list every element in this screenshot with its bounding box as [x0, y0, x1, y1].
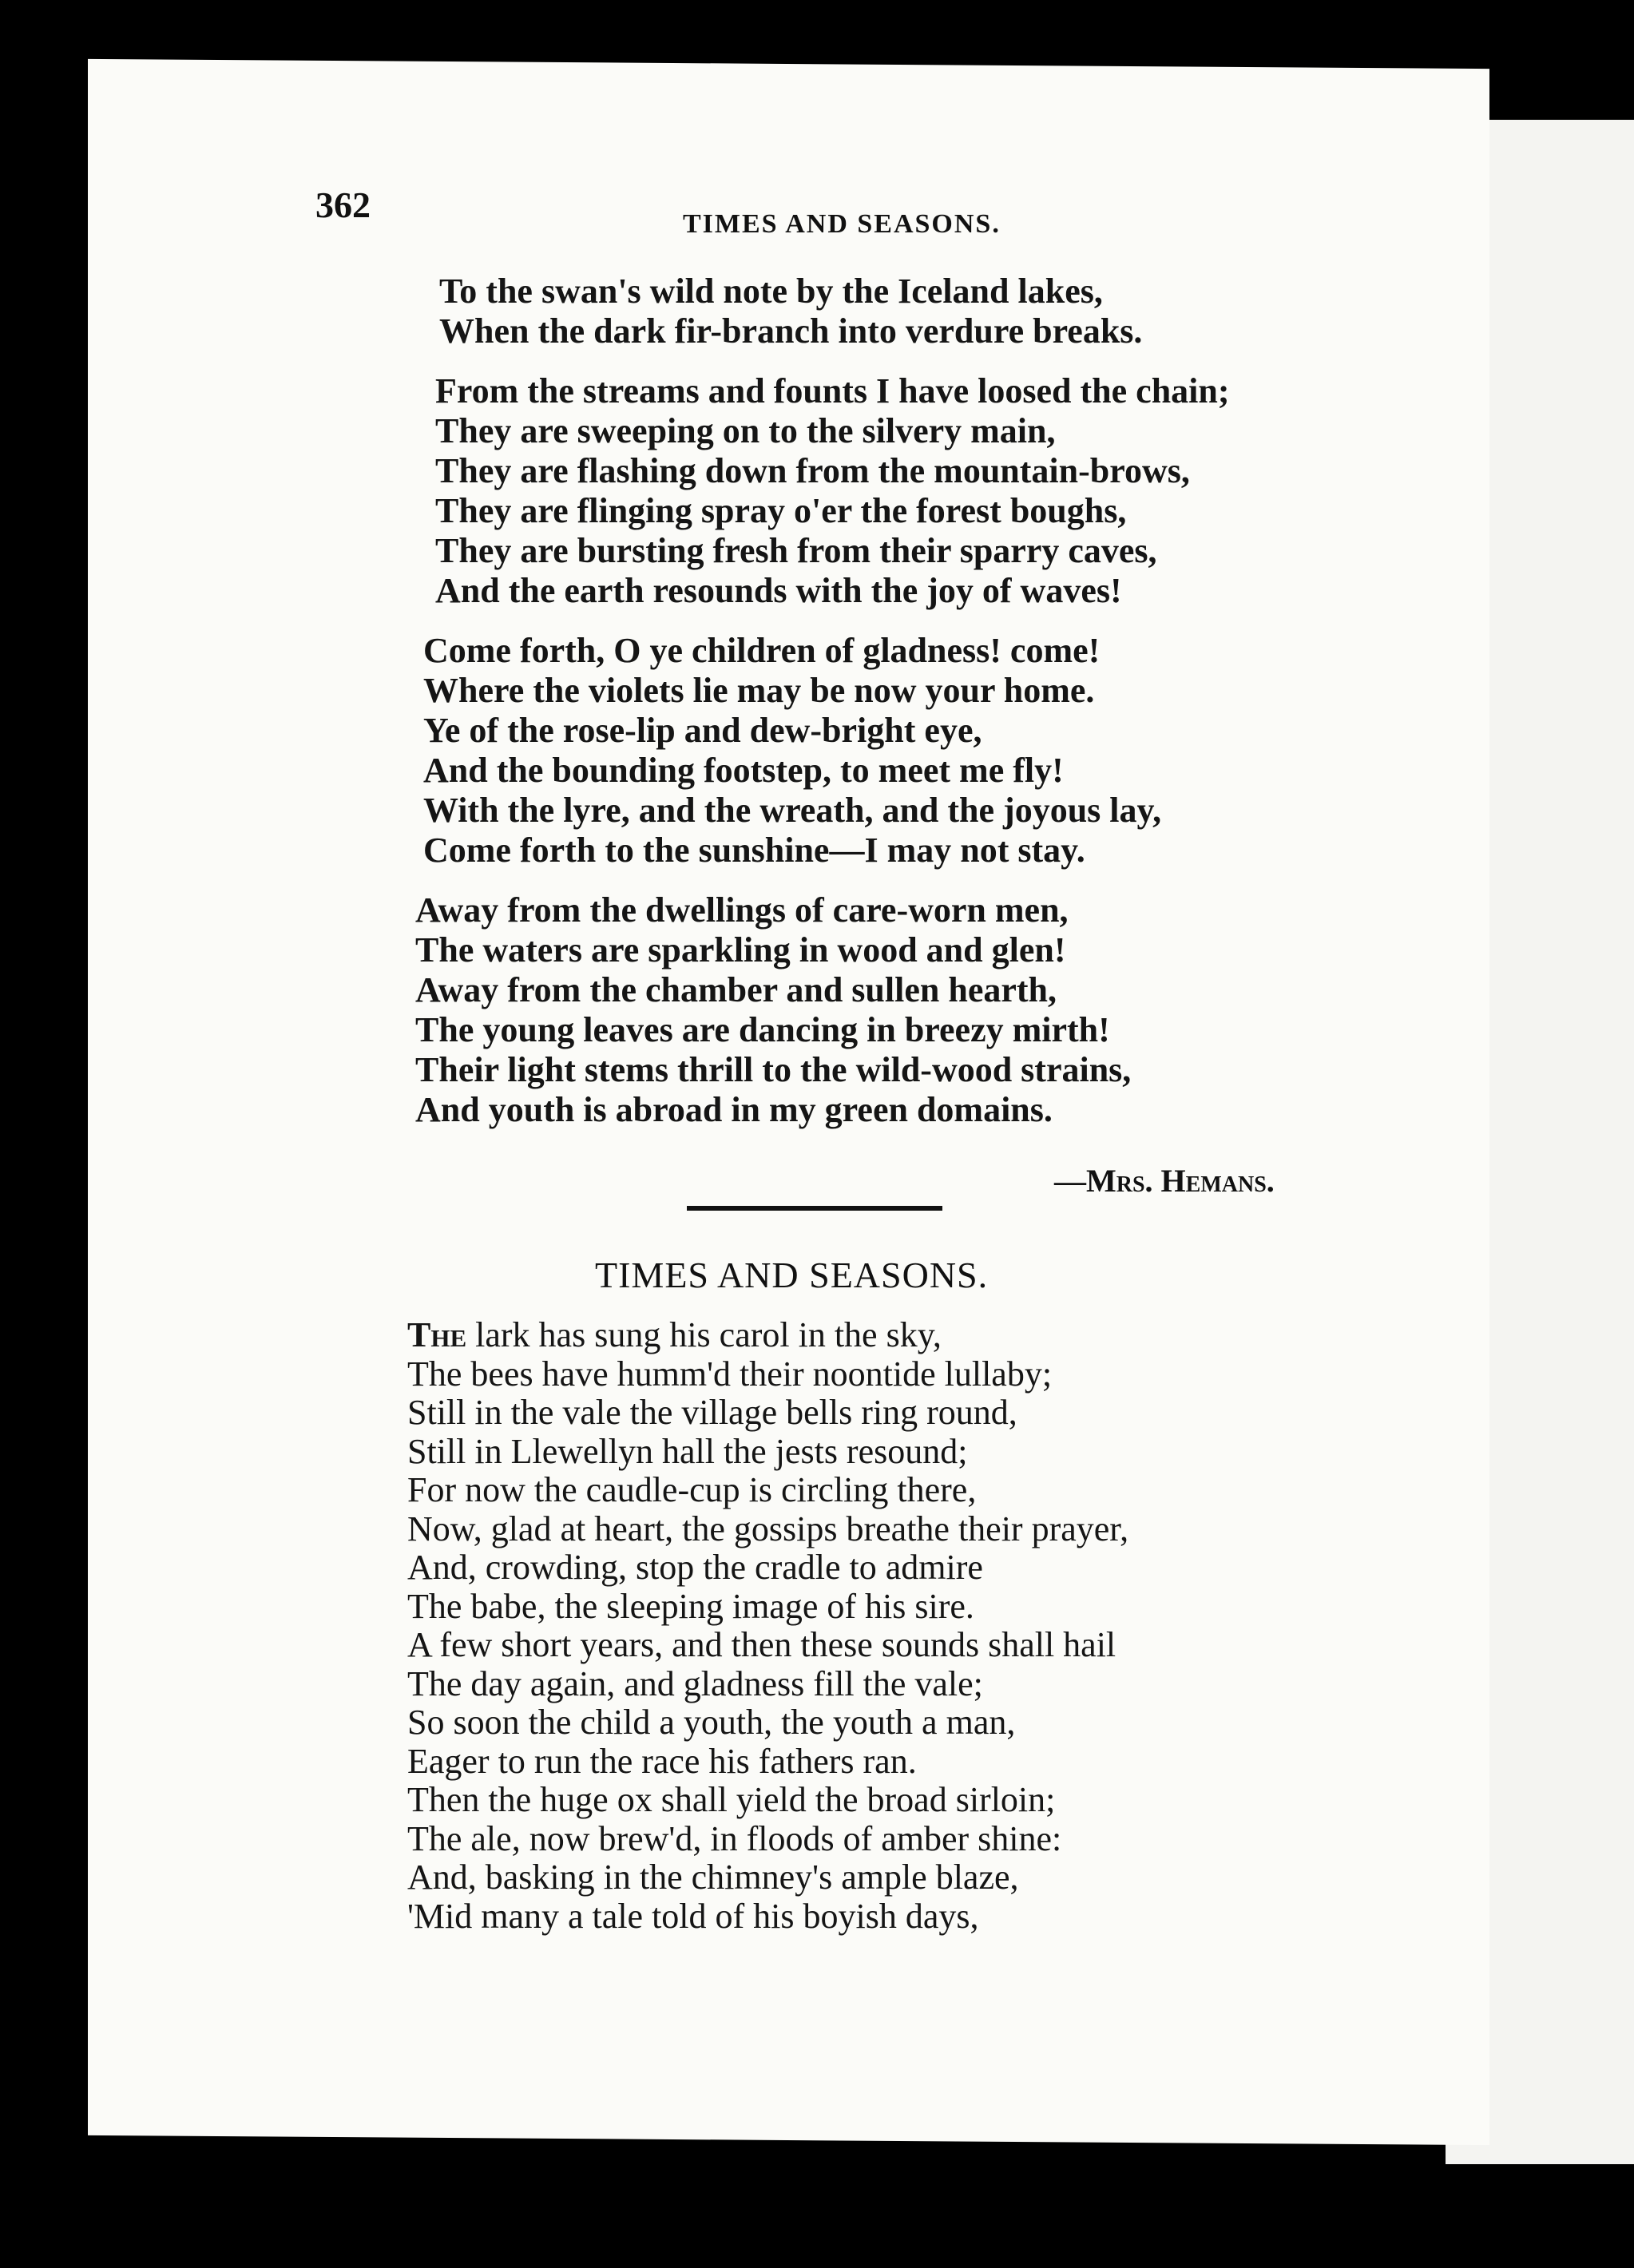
verse-line: A few short years, and then these sounds shall hail	[407, 1625, 1116, 1664]
verse-line: Their light stems thrill to the wild-wood strains,	[415, 1050, 1132, 1089]
verse-line: Away from the dwellings of care-worn men,	[415, 890, 1069, 930]
verse-line: With the lyre, and the wreath, and the joyous lay,	[423, 791, 1162, 830]
attribution-dash: —	[1054, 1163, 1086, 1199]
verse-line: Where the violets lie may be now your home.	[423, 671, 1095, 710]
stanza-1	[439, 272, 1142, 351]
verse-line	[407, 1316, 1128, 1355]
verse-line: The babe, the sleeping image of his sire.	[407, 1586, 974, 1626]
stanza-3	[423, 631, 1161, 870]
verse-line: Come forth to the sunshine—I may not stay.	[423, 831, 1085, 870]
verse-line: Still in Llewellyn hall the jests resound;	[407, 1431, 968, 1471]
section-divider	[687, 1206, 942, 1211]
verse-line: They are bursting fresh from their sparry caves,	[435, 531, 1157, 570]
verse-line: To the swan's wild note by the Iceland lakes,	[439, 272, 1103, 311]
verse-line: Eager to run the race his fathers ran.	[407, 1741, 917, 1781]
stanza-4	[415, 890, 1131, 1130]
page-number: 362	[315, 184, 371, 225]
verse-line: And the earth resounds with the joy of waves!	[435, 571, 1122, 610]
verse-line: Then the huge ox shall yield the broad sirloin;	[407, 1780, 1056, 1819]
verse-line: The ale, now brew'd, in floods of amber shine:	[407, 1818, 1062, 1858]
verse-line: They are flashing down from the mountain-brows,	[435, 451, 1190, 490]
verse-line: And the bounding footstep, to meet me fly!	[423, 751, 1064, 790]
verse-line: And youth is abroad in my green domains.	[415, 1090, 1053, 1129]
verse-line: The day again, and gladness fill the vale;	[407, 1663, 983, 1703]
verse-line: Away from the chamber and sullen hearth,	[415, 970, 1057, 1009]
verse-line: So soon the child a youth, the youth a man,	[407, 1703, 1016, 1742]
verse-line: The waters are sparkling in wood and glen!	[415, 930, 1066, 969]
drop-word: The	[407, 1315, 467, 1354]
poem-two-body	[407, 1316, 1128, 1936]
verse-line: Now, glad at heart, the gossips breathe their prayer,	[407, 1509, 1129, 1548]
verse-line: Still in the vale the village bells ring round,	[407, 1393, 1017, 1432]
verse-line: When the dark fir-branch into verdure breaks.	[439, 311, 1143, 351]
running-head: TIMES AND SEASONS.	[683, 209, 1001, 239]
verse-line: They are sweeping on to the silvery main,	[435, 411, 1056, 450]
attribution-author: Mrs. Hemans.	[1086, 1163, 1275, 1199]
verse-line: They are flinging spray o'er the forest boughs,	[435, 491, 1127, 530]
verse-line: For now the caudle-cup is circling there,	[407, 1470, 977, 1509]
verse-line: And, crowding, stop the cradle to admire	[407, 1548, 983, 1587]
verse-line: The bees have humm'd their noontide lullaby;	[407, 1354, 1053, 1394]
verse-line: Ye of the rose-lip and dew-bright eye,	[423, 711, 982, 750]
verse-line: 'Mid many a tale told of his boyish days,	[407, 1896, 979, 1936]
verse-line: From the streams and founts I have loosed the chain;	[435, 371, 1230, 410]
stanza-2	[435, 371, 1230, 611]
verse-line: The young leaves are dancing in breezy mirth!	[415, 1010, 1110, 1049]
poem-title: TIMES AND SEASONS.	[595, 1255, 989, 1295]
attribution	[1054, 1162, 1275, 1199]
verse-line: Come forth, O ye children of gladness! come!	[423, 631, 1101, 670]
verse-line: And, basking in the chimney's ample blaze,	[407, 1858, 1019, 1897]
first-line-text: lark has sung his carol in the sky,	[466, 1315, 942, 1354]
